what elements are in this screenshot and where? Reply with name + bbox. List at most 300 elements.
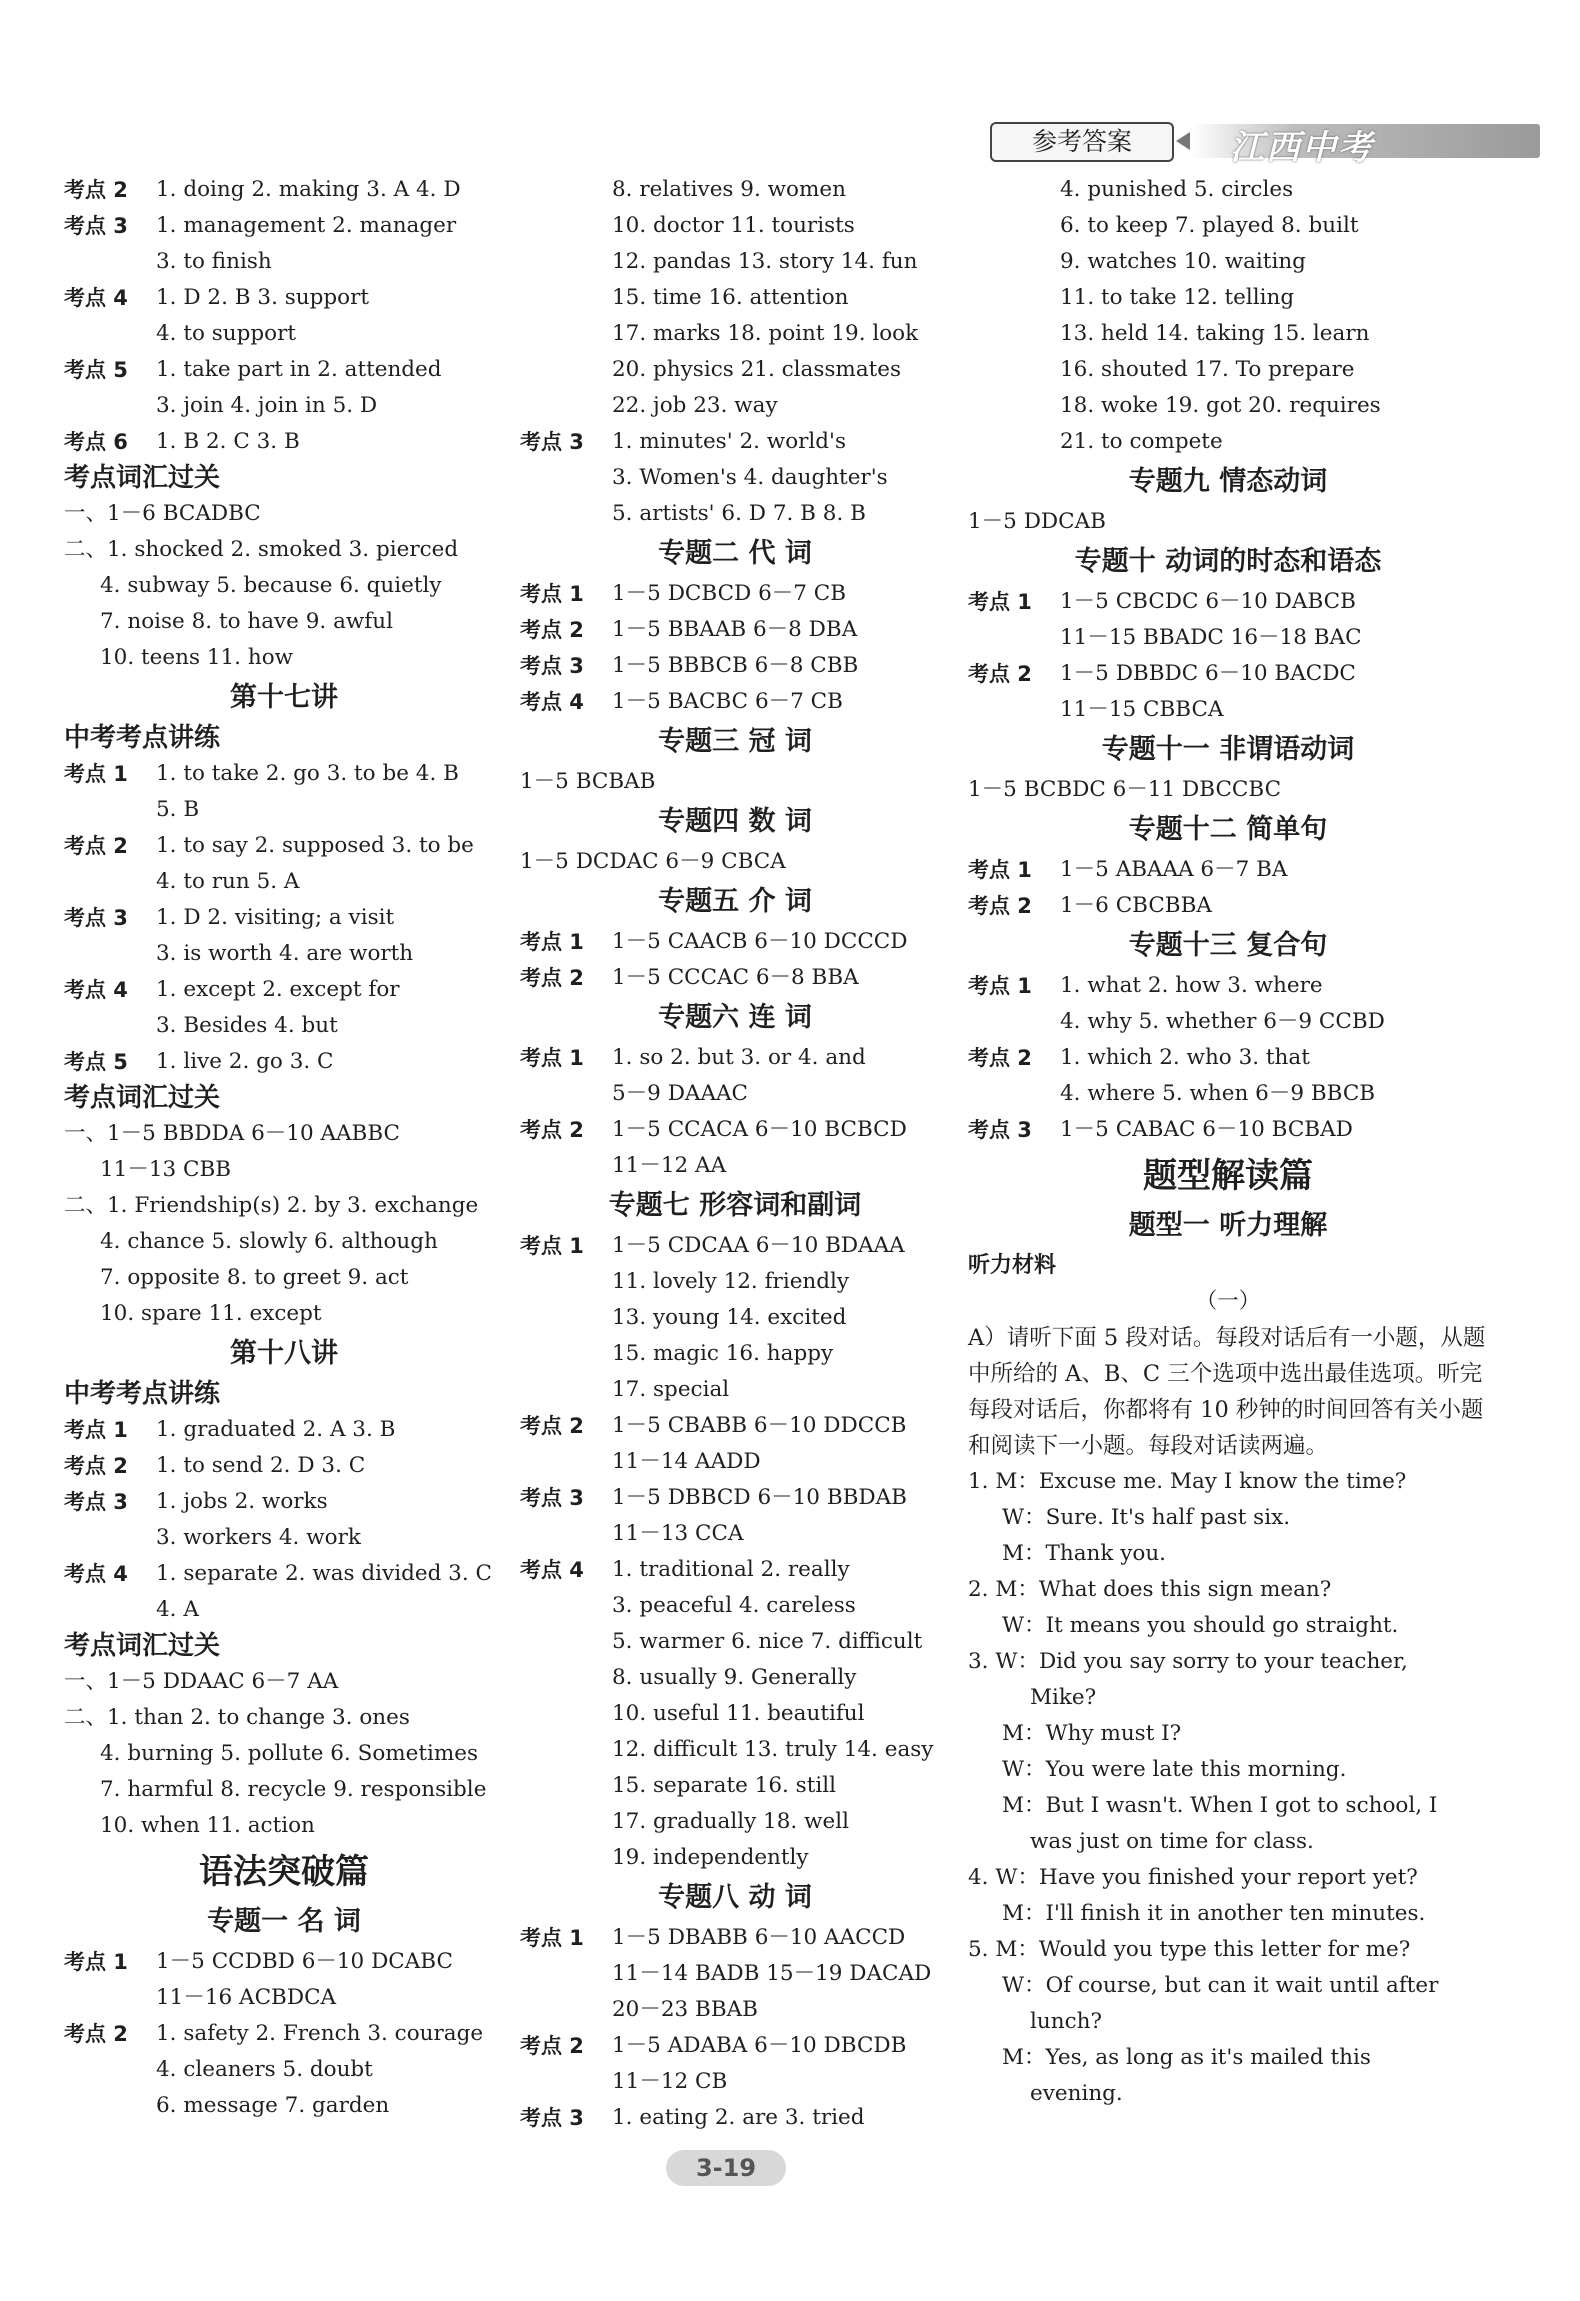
answer-row: [520, 280, 950, 316]
answer-text: 一、1－6 BCADBC: [64, 501, 261, 526]
section-heading: 专题八 动 词: [658, 1882, 812, 1913]
section-heading: 专题七 形容词和副词: [608, 1190, 862, 1221]
answer-row: [64, 1044, 504, 1080]
answer-text: 16. shouted 17. To prepare: [1060, 357, 1355, 382]
kaodian-label: 考点 1: [520, 1926, 584, 1950]
answer-text: 1. so 2. but 3. or 4. and: [612, 1045, 866, 1070]
header-label: 参考答案: [990, 122, 1174, 162]
answer-row: [520, 924, 950, 960]
answer-text: 3. is worth 4. are worth: [156, 941, 414, 966]
answer-row: [968, 352, 1488, 388]
answer-row: [64, 1664, 504, 1700]
kaodian-label: 考点 1: [968, 974, 1032, 998]
answer-row: [968, 968, 1488, 1004]
kaodian-label: 考点 3: [968, 1118, 1032, 1142]
answer-text: 4. to support: [156, 321, 297, 346]
answer-row: [520, 1956, 950, 1992]
dialogue-line: [968, 1680, 1488, 1716]
kaodian-label: 考点 1: [64, 1950, 128, 1974]
dialogue-text: W：Of course, but can it wait until after: [1002, 1973, 1439, 1998]
section-heading: 第十八讲: [230, 1338, 338, 1369]
answer-text: 1. safety 2. French 3. courage: [156, 2021, 484, 2046]
answer-row: [64, 532, 504, 568]
answer-row: [968, 244, 1488, 280]
answer-row: [64, 1592, 504, 1628]
answer-text: 12. pandas 13. story 14. fun: [612, 249, 918, 274]
answer-row: [520, 1408, 950, 1444]
dialogue-line: [968, 1752, 1488, 1788]
answer-row: [520, 316, 950, 352]
answer-row: [64, 1296, 504, 1332]
kaodian-label: 考点 3: [520, 654, 584, 678]
answer-text: 3. peaceful 4. careless: [612, 1593, 856, 1618]
answer-row: [968, 1040, 1488, 1076]
answer-row: [64, 244, 504, 280]
section-heading: 第十七讲: [230, 682, 338, 713]
answer-text: 二、1. than 2. to change 3. ones: [64, 1705, 410, 1730]
kaodian-label: 考点 3: [64, 1490, 128, 1514]
answer-text: 1－6 CBCBBA: [1060, 893, 1212, 918]
section-heading: 专题四 数 词: [658, 806, 812, 837]
answer-text: 6. to keep 7. played 8. built: [1060, 213, 1359, 238]
answer-row: [64, 2016, 504, 2052]
answer-text: 1. minutes' 2. world's: [612, 429, 847, 454]
answer-row: [520, 1552, 950, 1588]
page-header: [990, 118, 1550, 168]
answer-row: [520, 612, 950, 648]
answer-text: 1. separate 2. was divided 3. C: [156, 1561, 492, 1586]
answer-text: 11－13 CBB: [100, 1157, 232, 1182]
kaodian-label: 考点 4: [64, 1562, 128, 1586]
answer-text: 3. Besides 4. but: [156, 1013, 338, 1038]
kaodian-label: 考点 1: [520, 1234, 584, 1258]
answer-text: 4. why 5. whether 6－9 CCBD: [1060, 1009, 1385, 1034]
answer-row: [64, 2052, 504, 2088]
answer-text: 5. B: [156, 797, 200, 822]
answer-row: [64, 604, 504, 640]
section-heading: 专题一 名 词: [207, 1906, 361, 1937]
answer-row: [64, 1980, 504, 2016]
answer-row: [64, 1116, 504, 1152]
answer-row: [520, 2100, 950, 2136]
answer-column-3: [968, 172, 1488, 2112]
answer-text: 1－5 CDCAA 6－10 BDAAA: [612, 1233, 905, 1258]
answer-text: 3. to finish: [156, 249, 272, 274]
answer-row: [520, 1920, 950, 1956]
kaodian-label: 考点 2: [968, 662, 1032, 686]
answer-text: 15. separate 16. still: [612, 1773, 836, 1798]
answer-text: 11－12 CB: [612, 2069, 728, 2094]
kaodian-label: 考点 2: [520, 1118, 584, 1142]
answer-row: [64, 316, 504, 352]
answer-text: 3. join 4. join in 5. D: [156, 393, 378, 418]
answer-text: 10. teens 11. how: [100, 645, 294, 670]
answer-text: 1－5 ABAAA 6－7 BA: [1060, 857, 1288, 882]
answer-row: [64, 2088, 504, 2124]
kaodian-label: 考点 3: [520, 430, 584, 454]
answer-text: 12. difficult 13. truly 14. easy: [612, 1737, 934, 1762]
answer-row: [520, 1660, 950, 1696]
answer-text: 5. warmer 6. nice 7. difficult: [612, 1629, 923, 1654]
answer-text: 8. usually 9. Generally: [612, 1665, 857, 1690]
kaodian-label: 考点 3: [64, 906, 128, 930]
answer-text: 1－5 CCCAC 6－8 BBA: [612, 965, 859, 990]
dialogue-line: [968, 1608, 1488, 1644]
answer-row: [520, 764, 950, 800]
answer-column-1: [64, 172, 504, 2124]
answer-row: [64, 424, 504, 460]
kaodian-label: 考点 2: [520, 618, 584, 642]
answer-row: [64, 1556, 504, 1592]
answer-text: 17. special: [612, 1377, 730, 1402]
answer-text: 1. except 2. except for: [156, 977, 400, 1002]
answer-row: [520, 1480, 950, 1516]
answer-row: [520, 684, 950, 720]
answer-text: 1－5 BBBCB 6－8 CBB: [612, 653, 859, 678]
answer-text: 8. relatives 9. women: [612, 177, 846, 202]
answer-row: [968, 280, 1488, 316]
kaodian-label: 考点 4: [520, 1558, 584, 1582]
answer-row: [968, 620, 1488, 656]
answer-row: [520, 1696, 950, 1732]
answer-text: 11－15 BBADC 16－18 BAC: [1060, 625, 1362, 650]
answer-text: 11. lovely 12. friendly: [612, 1269, 850, 1294]
answer-text: 4. to run 5. A: [156, 869, 300, 894]
answer-row: [64, 1808, 504, 1844]
dialogue-line: [968, 1824, 1488, 1860]
answer-text: 1－5 CBCDC 6－10 DABCB: [1060, 589, 1356, 614]
dialogue-line: [968, 1716, 1488, 1752]
dialogue-line: [968, 1536, 1488, 1572]
answer-row: [64, 1700, 504, 1736]
answer-text: 1－5 DBBDC 6－10 BACDC: [1060, 661, 1356, 686]
answer-row: [520, 244, 950, 280]
answer-text: 1. jobs 2. works: [156, 1489, 328, 1514]
answer-row: [64, 1520, 504, 1556]
answer-text: 1. what 2. how 3. where: [1060, 973, 1323, 998]
answer-row: [520, 208, 950, 244]
answer-row: [520, 960, 950, 996]
answer-text: 17. gradually 18. well: [612, 1809, 849, 1834]
answer-row: [520, 1992, 950, 2028]
answer-text: 7. noise 8. to have 9. awful: [100, 609, 393, 634]
answer-row: [520, 424, 950, 460]
dialogue-text: 2. M：What does this sign mean?: [968, 1577, 1332, 1602]
answer-text: 1－5 BACBC 6－7 CB: [612, 689, 843, 714]
answer-row: [64, 828, 504, 864]
answer-row: [520, 1372, 950, 1408]
answer-row: [520, 1516, 950, 1552]
answer-row: [520, 648, 950, 684]
answer-row: [968, 316, 1488, 352]
answer-text: 1－5 ADABA 6－10 DBCDB: [612, 2033, 907, 2058]
kaodian-label: 考点 2: [64, 834, 128, 858]
kaodian-label: 考点 1: [520, 1046, 584, 1070]
dialogue-line: [968, 1932, 1488, 1968]
answer-row: [968, 1112, 1488, 1148]
answer-text: 1. D 2. visiting; a visit: [156, 905, 395, 930]
answer-row: [64, 1412, 504, 1448]
section-heading: 专题十二 简单句: [1128, 814, 1328, 845]
answer-row: [64, 972, 504, 1008]
dialogue-text: M：Thank you.: [1002, 1541, 1167, 1566]
answer-row: [968, 172, 1488, 208]
answer-text: 1－5 DCBCD 6－7 CB: [612, 581, 847, 606]
section-heading: 专题十 动词的时态和语态: [1074, 546, 1382, 577]
answer-row: [520, 2064, 950, 2100]
answer-text: 1. to take 2. go 3. to be 4. B: [156, 761, 459, 786]
answer-row: [520, 1624, 950, 1660]
answer-row: [520, 352, 950, 388]
answer-row: [64, 864, 504, 900]
answer-text: 11. to take 12. telling: [1060, 285, 1295, 310]
kaodian-label: 考点 4: [64, 286, 128, 310]
answer-text: 二、1. shocked 2. smoked 3. pierced: [64, 537, 459, 562]
answer-row: [520, 1112, 950, 1148]
answer-text: 11－16 ACBDCA: [156, 1985, 337, 2010]
answer-text: 9. watches 10. waiting: [1060, 249, 1306, 274]
dialogue-line: [968, 1968, 1488, 2004]
section-heading: 专题九 情态动词: [1128, 466, 1328, 497]
answer-text: 13. young 14. excited: [612, 1305, 847, 1330]
dialogue-text: M：Why must I?: [1002, 1721, 1182, 1746]
section-heading: 专题十一 非谓语动词: [1101, 734, 1355, 765]
kaodian-label: 考点 6: [64, 430, 128, 454]
dialogue-text: 5. M：Would you type this letter for me?: [968, 1937, 1411, 1962]
answer-row: [64, 280, 504, 316]
answer-row: [520, 1040, 950, 1076]
answer-text: 11－13 CCA: [612, 1521, 744, 1546]
section-heading: 专题六 连 词: [658, 1002, 812, 1033]
dialogue-text: W：It means you should go straight.: [1002, 1613, 1399, 1638]
answer-row: [968, 584, 1488, 620]
dialogue-line: [968, 2076, 1488, 2112]
section-heading: 中考考点讲练: [64, 723, 221, 753]
answer-text: 1－5 CCDBD 6－10 DCABC: [156, 1949, 453, 1974]
answer-row: [520, 1228, 950, 1264]
answer-text: 4. punished 5. circles: [1060, 177, 1294, 202]
answer-text: 20－23 BBAB: [612, 1997, 758, 2022]
kaodian-label: 考点 2: [968, 1046, 1032, 1070]
dialogue-text: 1. M：Excuse me. May I know the time?: [968, 1469, 1407, 1494]
answer-text: 11－14 AADD: [612, 1449, 761, 1474]
answer-row: [64, 388, 504, 424]
dialogue-line: [968, 1572, 1488, 1608]
answer-row: [64, 208, 504, 244]
answer-row: [64, 1260, 504, 1296]
answer-text: 7. opposite 8. to greet 9. act: [100, 1265, 409, 1290]
section-heading: 中考考点讲练: [64, 1379, 221, 1409]
answer-row: [520, 2028, 950, 2064]
answer-text: 20. physics 21. classmates: [612, 357, 902, 382]
answer-text: 3. workers 4. work: [156, 1525, 361, 1550]
section-heading: 专题二 代 词: [658, 538, 812, 569]
answer-text: 10. doctor 11. tourists: [612, 213, 855, 238]
dialogue-line: [968, 2040, 1488, 2076]
answer-text: 1. which 2. who 3. that: [1060, 1045, 1310, 1070]
answer-row: [64, 792, 504, 828]
kaodian-label: 考点 2: [64, 1454, 128, 1478]
answer-row: [64, 1448, 504, 1484]
section-heading: 题型一 听力理解: [1128, 1210, 1328, 1241]
answer-text: 21. to compete: [1060, 429, 1223, 454]
dialogue-line: [968, 1788, 1488, 1824]
answer-text: 11－15 CBBCA: [1060, 697, 1224, 722]
answer-text: 3. Women's 4. daughter's: [612, 465, 888, 490]
dialogue-text: 3. W：Did you say sorry to your teacher,: [968, 1649, 1408, 1674]
section-heading: 听力材料: [968, 1253, 1057, 1278]
answer-row: [520, 1732, 950, 1768]
answer-text: 1－5 CCACA 6－10 BCBCD: [612, 1117, 907, 1142]
answer-text: 1. doing 2. making 3. A 4. D: [156, 177, 461, 202]
answer-text: 17. marks 18. point 19. look: [612, 321, 919, 346]
answer-row: [64, 568, 504, 604]
answer-row: [64, 1736, 504, 1772]
kaodian-label: 考点 2: [520, 2034, 584, 2058]
dialogue-text: W：You were late this morning.: [1002, 1757, 1347, 1782]
answer-text: 1－5 BBAAB 6－8 DBA: [612, 617, 858, 642]
section-heading: （一）: [1195, 1289, 1261, 1314]
answer-row: [64, 1008, 504, 1044]
answer-row: [520, 1768, 950, 1804]
answer-text: 一、1－5 DDAAC 6－7 AA: [64, 1669, 339, 1694]
answer-text: 7. harmful 8. recycle 9. responsible: [100, 1777, 487, 1802]
section-heading: 考点词汇过关: [64, 463, 221, 493]
kaodian-label: 考点 1: [520, 930, 584, 954]
dialogue-text: M：But I wasn't. When I got to school, I: [1002, 1793, 1438, 1818]
section-heading: 专题三 冠 词: [658, 726, 812, 757]
answer-text: 1－5 CAACB 6－10 DCCCD: [612, 929, 908, 954]
answer-text: 15. time 16. attention: [612, 285, 849, 310]
answer-text: 10. useful 11. beautiful: [612, 1701, 865, 1726]
kaodian-label: 考点 2: [64, 178, 128, 202]
answer-row: [64, 1224, 504, 1260]
answer-row: [968, 208, 1488, 244]
section-heading: 专题五 介 词: [658, 886, 812, 917]
answer-row: [520, 1076, 950, 1112]
answer-text: 18. woke 19. got 20. requires: [1060, 393, 1381, 418]
answer-text: 4. chance 5. slowly 6. although: [100, 1229, 438, 1254]
kaodian-label: 考点 3: [520, 2106, 584, 2130]
kaodian-label: 考点 1: [520, 582, 584, 606]
brand-title: 江西中考: [1230, 128, 1374, 168]
dialogue-text: M：I'll finish it in another ten minutes.: [1002, 1901, 1426, 1926]
instruction-paragraph: A）请听下面 5 段对话。每段对话后有一小题，从题中所给的 A、B、C 三个选项中选出最佳选项。听完每段对话后，你都将有 10 秒钟的时间回答有关小题和阅读下一小题。每段对话读两遍。: [968, 1325, 1486, 1459]
answer-row: [968, 852, 1488, 888]
section-heading: 题型解读篇: [1143, 1156, 1313, 1196]
kaodian-label: 考点 1: [64, 1418, 128, 1442]
answer-text: 1. to say 2. supposed 3. to be: [156, 833, 474, 858]
dialogue-line: [968, 1500, 1488, 1536]
kaodian-label: 考点 2: [64, 2022, 128, 2046]
dialogue-text: W：Sure. It's half past six.: [1002, 1505, 1291, 1530]
answer-row: [520, 172, 950, 208]
answer-row: [520, 1804, 950, 1840]
answer-row: [64, 756, 504, 792]
dialogue-line: [968, 1464, 1488, 1500]
answer-text: 1. graduated 2. A 3. B: [156, 1417, 396, 1442]
kaodian-label: 考点 2: [520, 1414, 584, 1438]
answer-row: [520, 1444, 950, 1480]
answer-row: [520, 1588, 950, 1624]
kaodian-label: 考点 1: [64, 762, 128, 786]
answer-text: 10. when 11. action: [100, 1813, 315, 1838]
answer-row: [64, 1152, 504, 1188]
dialogue-line: [968, 1860, 1488, 1896]
kaodian-label: 考点 5: [64, 1050, 128, 1074]
answer-text: 1. B 2. C 3. B: [156, 429, 300, 454]
answer-row: [968, 888, 1488, 924]
answer-text: 4. burning 5. pollute 6. Sometimes: [100, 1741, 479, 1766]
answer-text: 1. eating 2. are 3. tried: [612, 2105, 865, 2130]
page-number: 3-19: [666, 2150, 786, 2186]
answer-row: [520, 576, 950, 612]
answer-row: [64, 640, 504, 676]
dialogue-text: 4. W：Have you finished your report yet?: [968, 1865, 1418, 1890]
kaodian-label: 考点 3: [64, 214, 128, 238]
answer-text: 二、1. Friendship(s) 2. by 3. exchange: [64, 1193, 479, 1218]
kaodian-label: 考点 3: [520, 1486, 584, 1510]
answer-row: [520, 1148, 950, 1184]
section-heading: 语法突破篇: [199, 1852, 369, 1892]
answer-text: 1－5 DBBCD 6－10 BBDAB: [612, 1485, 907, 1510]
answer-text: 6. message 7. garden: [156, 2093, 390, 2118]
answer-text: 22. job 23. way: [612, 393, 778, 418]
section-heading: 考点词汇过关: [64, 1631, 221, 1661]
answer-text: 4. A: [156, 1597, 199, 1622]
answer-text: 11－14 BADB 15－19 DACAD: [612, 1961, 932, 1986]
answer-row: [968, 424, 1488, 460]
answer-row: [64, 352, 504, 388]
section-heading: 专题十三 复合句: [1128, 930, 1328, 961]
answer-text: 4. cleaners 5. doubt: [156, 2057, 373, 2082]
answer-row: [64, 1944, 504, 1980]
dialogue-text: was just on time for class.: [1030, 1829, 1314, 1854]
answer-row: [520, 496, 950, 532]
answer-column-2: [520, 172, 950, 2136]
answer-text: 4. where 5. when 6－9 BBCB: [1060, 1081, 1376, 1106]
answer-row: [64, 900, 504, 936]
answer-text: 19. independently: [612, 1845, 809, 1870]
answer-text: 1－5 BCBDC 6－11 DBCCBC: [968, 777, 1282, 802]
kaodian-label: 考点 5: [64, 358, 128, 382]
answer-text: 1. D 2. B 3. support: [156, 285, 370, 310]
answer-row: [520, 844, 950, 880]
answer-row: [968, 1004, 1488, 1040]
answer-row: [520, 388, 950, 424]
answer-row: [64, 1484, 504, 1520]
kaodian-label: 考点 2: [968, 894, 1032, 918]
answer-row: [64, 936, 504, 972]
answer-text: 1. live 2. go 3. C: [156, 1049, 334, 1074]
answer-text: 5－9 DAAAC: [612, 1081, 748, 1106]
answer-text: 1－5 CBABB 6－10 DDCCB: [612, 1413, 907, 1438]
answer-text: 1. traditional 2. really: [612, 1557, 850, 1582]
kaodian-label: 考点 4: [64, 978, 128, 1002]
kaodian-label: 考点 4: [520, 690, 584, 714]
answer-row: [64, 1188, 504, 1224]
answer-text: 1－5 BCBAB: [520, 769, 656, 794]
dialogue-text: lunch?: [1030, 2009, 1102, 2034]
kaodian-label: 考点 1: [968, 858, 1032, 882]
answer-row: [520, 1300, 950, 1336]
answer-row: [968, 388, 1488, 424]
answer-row: [968, 772, 1488, 808]
answer-text: 5. artists' 6. D 7. B 8. B: [612, 501, 866, 526]
answer-row: [520, 460, 950, 496]
answer-text: 1－5 CABAC 6－10 BCBAD: [1060, 1117, 1353, 1142]
dialogue-line: [968, 2004, 1488, 2040]
